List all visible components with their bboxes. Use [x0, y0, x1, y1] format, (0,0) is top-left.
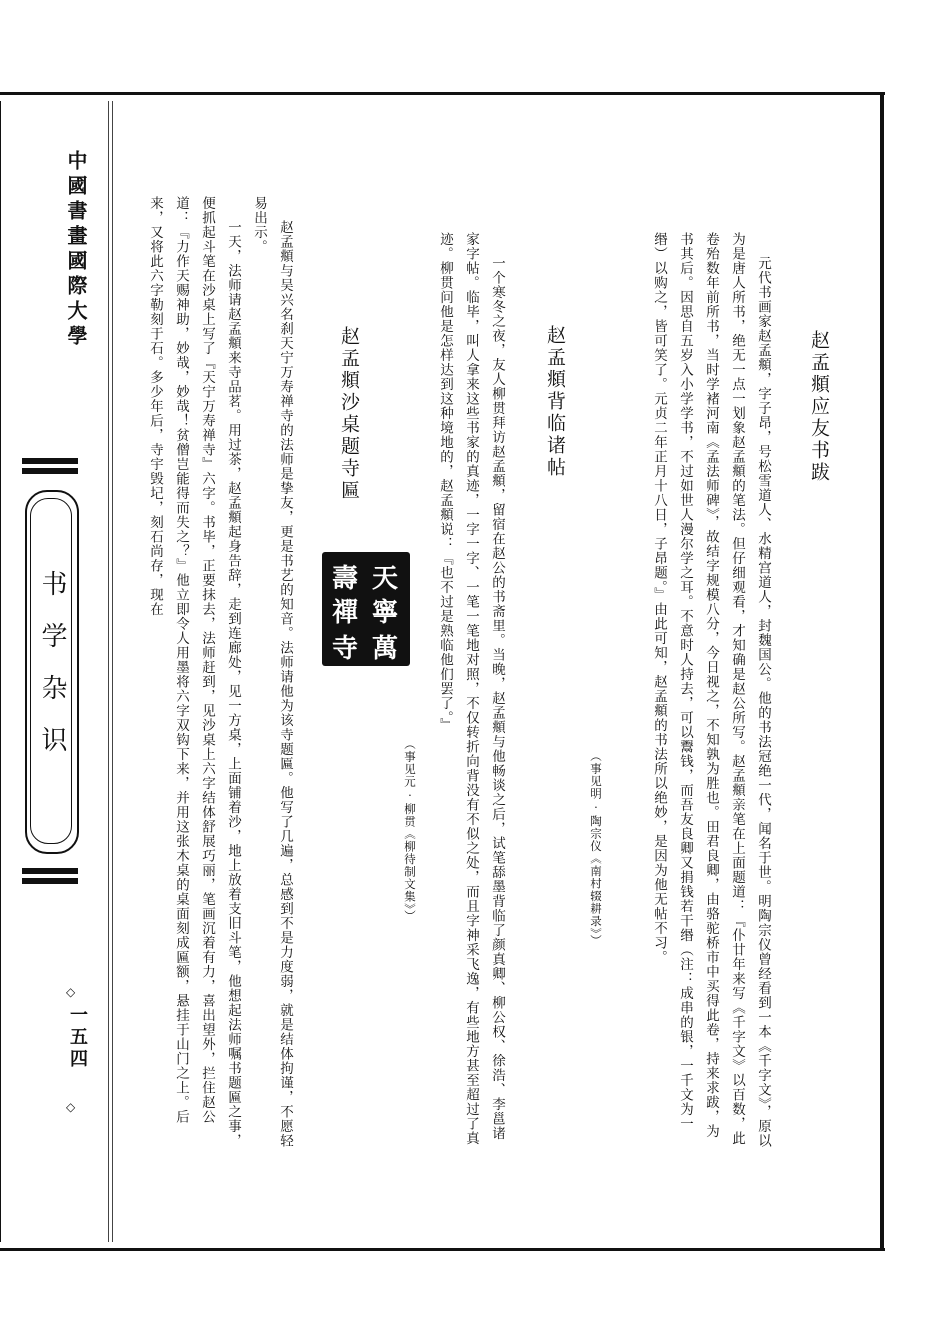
diamond-icon: ◇	[66, 1100, 76, 1114]
seal-char: 禪	[332, 598, 359, 628]
calligraphy-seal	[322, 552, 410, 666]
article-body	[432, 232, 510, 1152]
section-title: 书学杂识	[37, 570, 67, 778]
page-frame-right	[880, 92, 884, 1251]
page-number: 一五四	[67, 1005, 88, 1071]
school-name: 中國書畫國際大學	[64, 150, 88, 350]
seal-char: 壽	[332, 564, 359, 594]
paragraph: 元代书画家赵孟頫，字子昂，号松雪道人、水精宫道人，封魏国公。他的书法冠绝一代，闻名于世。明陶宗仪曾经看到一本《千字文》，原以为是唐人所书，绝无一点一划象赵孟頫的笔法。但仔细观看，才知确是赵公所写。赵孟頫亲笔在上面题道：『仆廿年来写《千字文》以百数，此卷殆数年前所书，当时学褚河南《孟法师碑》，故结字规模八分，今日视之，不知孰为胜也。田君良卿，由骆驼桥市中买得此卷，持来求跋，为书其后。因思自五岁入小学学书，不过如世人漫尔学之耳。不意时人持去，可以鬻钱，而吾友良卿又捐钱若干缗（注：成串的银，一千文为一缗）以购之，皆可笑了。元贞二年正月十八日，子昂题。』由此可知，赵孟頫的书法所以绝妙，是因为他无帖不习。	[651, 232, 771, 1149]
diamond-icon: ◇	[66, 985, 76, 999]
page-frame-top	[0, 92, 885, 95]
article-body	[142, 196, 298, 1152]
article-title: 赵孟頫沙桌题寺匾	[338, 326, 360, 502]
citation: （事见元·柳贯《柳待制文集》）	[403, 738, 417, 923]
seal-char: 萬	[372, 634, 399, 664]
sidebar-divider	[108, 101, 113, 1242]
seal-char: 天	[372, 564, 399, 594]
page-frame-bottom	[0, 1248, 885, 1251]
citation: （事见明·陶宗仪《南村辍耕录》）	[589, 750, 603, 947]
seal-char: 寺	[332, 634, 359, 664]
seal-char: 寧	[372, 598, 399, 628]
page-frame-left	[0, 101, 5, 1242]
decor-band	[22, 468, 78, 474]
decor-band	[22, 868, 78, 874]
paragraph: 一个寒冬之夜，友人柳贯拜访赵孟頫，留宿在赵公的书斋里。当晚，赵孟頫与他畅谈之后，试笔舔墨背临了颜真卿、柳公权、徐浩、李邕诸家字帖。临毕，叫人拿来这些书家的真迹，一字一字、一笔一笔地对照，不仅转折向背没有不似之处，而且字神采飞逸，有些地方甚至超过了真迹。柳贯问他是怎样达到这种境地的，赵孟頫说：『也不过是熟临他们罢了。』	[437, 232, 505, 1146]
article-body	[646, 232, 776, 1152]
article-title: 赵孟頫应友书跋	[808, 330, 830, 484]
paragraph: 赵孟頫与吴兴名刹天宁万寿禅寺的法师是挚友，更是书艺的知音。法师请他为该寺题匾。他写了几遍，总感到不是力度弱，就是结体拘谨，不愿轻易出示。	[251, 196, 293, 1149]
decor-band	[22, 458, 78, 464]
decor-band	[22, 878, 78, 884]
article-title: 赵孟頫背临诸帖	[544, 325, 566, 479]
paragraph: 一天，法师请赵孟頫来寺品茗。用过茶，赵孟頫起身告辞，走到连廊处，见一方桌，上面铺着沙，地上放着支旧斗笔，他想起法师嘱书题匾之事，便抓起斗笔在沙桌上写了『天宁万寿禅寺』六字。书毕，正要抹去，法师赶到，见沙桌上六字结体舒展巧丽，笔画沉着有力，喜出望外，拦住赵公道：『力作天赐神助，妙哉，妙哉！贫僧岂能得而失之？』他立即令人用墨将六字双钩下来，并用这张木桌的桌面刻成匾额，悬挂于山门之上。后来，又将此六字勒刻于石。多少年后，寺宇毁圮，刻石尚存，现在	[147, 196, 241, 1149]
